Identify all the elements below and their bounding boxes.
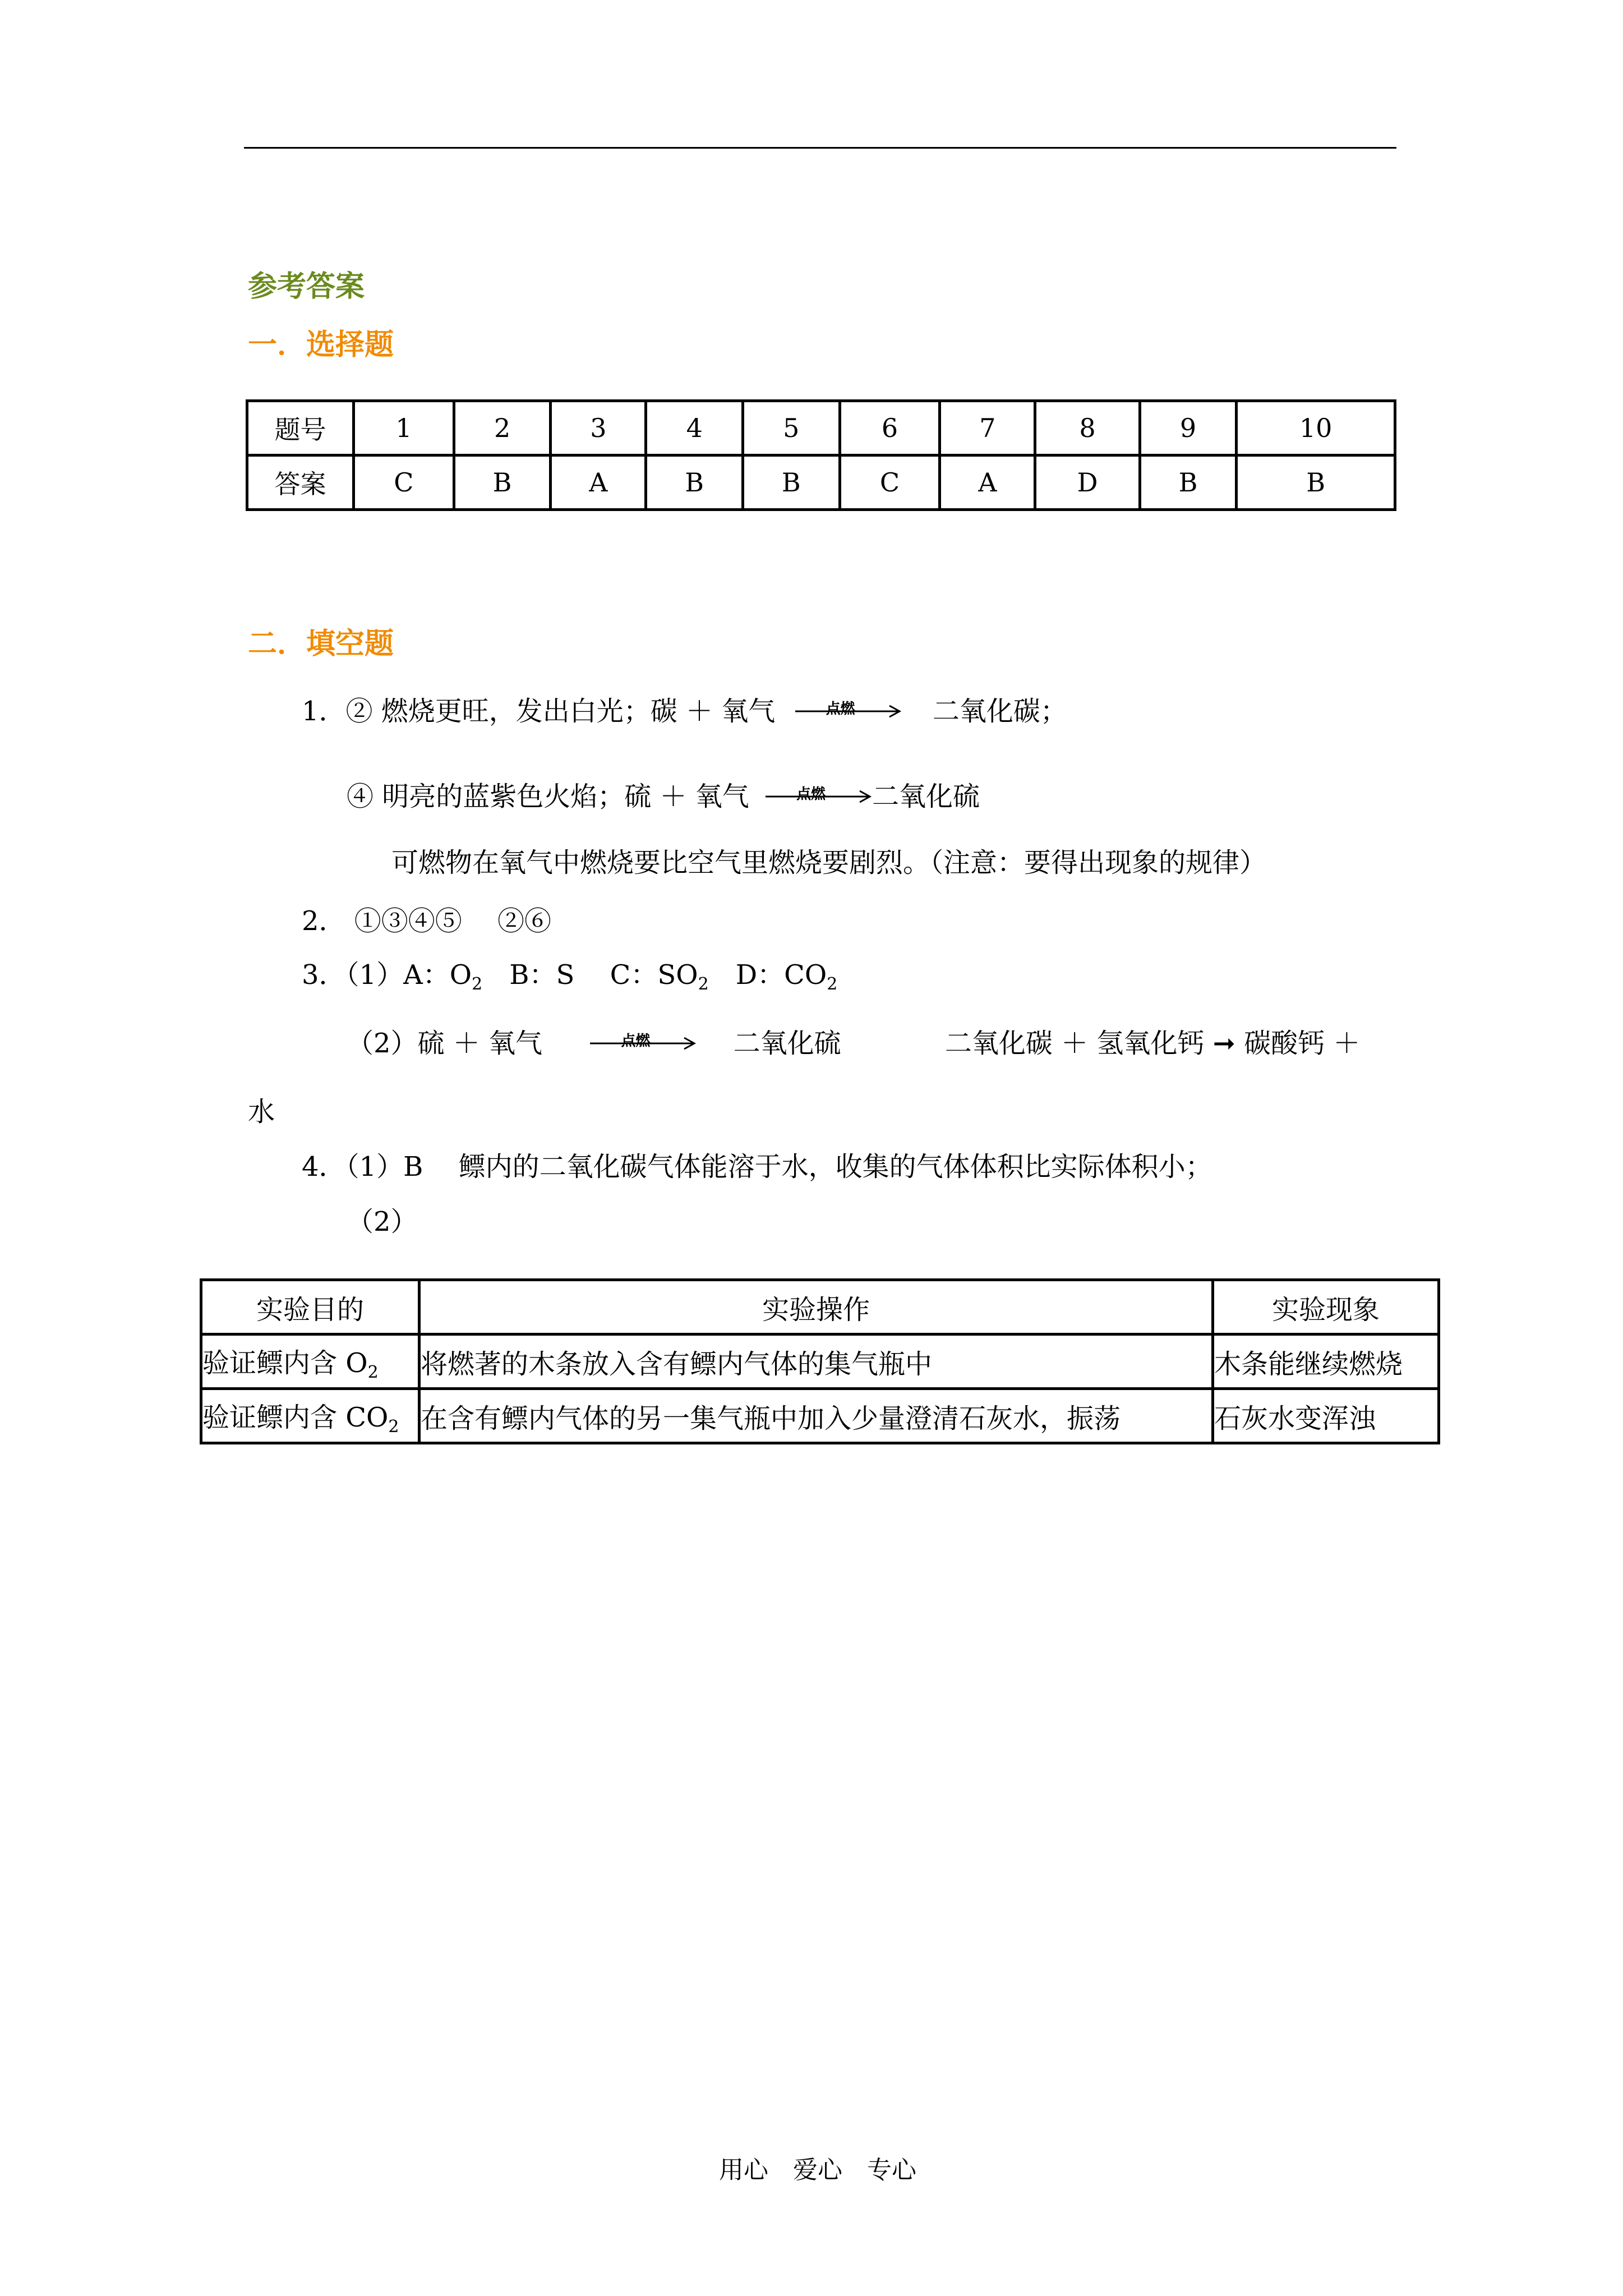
table-header-cell: 题号 <box>247 401 354 455</box>
table-cell: A <box>551 455 646 510</box>
q1-text-b: 二氧化碳； <box>932 696 1067 727</box>
subscript: 2 <box>388 1416 399 1437</box>
q1-line-2 <box>347 780 980 813</box>
q3-text-b: 二氧化硫 <box>733 1028 841 1059</box>
q3-line-2 <box>347 1027 1360 1060</box>
table-row <box>247 401 1395 455</box>
cell-text: 验证鳔内含 O <box>202 1347 368 1379</box>
section-heading-fill: 二．填空题 <box>248 627 394 661</box>
table-header-cell: 答案 <box>247 455 354 510</box>
table-cell: 将燃著的木条放入含有鳔内气体的集气瓶中 <box>419 1335 1213 1389</box>
table-cell: C <box>354 455 454 510</box>
table-cell: C <box>840 455 940 510</box>
table-header-cell: 实验目的 <box>201 1280 419 1335</box>
table-row <box>201 1389 1439 1443</box>
table-cell: B <box>743 455 840 510</box>
table-cell: 石灰水变浑浊 <box>1213 1389 1439 1443</box>
q1-text-d: 二氧化硫 <box>872 781 980 812</box>
q3-line-1 <box>302 958 837 1001</box>
table-cell: B <box>1237 455 1395 510</box>
table-cell: 5 <box>743 401 840 455</box>
page-title: 参考答案 <box>248 270 365 303</box>
q3-text-c: 二氧化碳 ＋ 氢氧化钙 ➞ 碳酸钙 ＋ <box>944 1028 1361 1059</box>
table-cell: B <box>646 455 743 510</box>
q1-text-a: 1．② 燃烧更旺，发出白光；碳 ＋ 氧气 <box>302 696 776 727</box>
q3-text-a: （2）硫 ＋ 氧气 <box>347 1028 543 1059</box>
table-cell: 3 <box>551 401 646 455</box>
q2-line: 2． ①③④⑤ ②⑥ <box>302 905 552 937</box>
reaction-arrow-icon <box>766 780 872 813</box>
q1-line-3: 可燃物在氧气中燃烧要比空气里燃烧要剧烈。（注意：要得出现象的规律） <box>391 847 1267 878</box>
table-cell: 9 <box>1140 401 1237 455</box>
table-row <box>201 1335 1439 1389</box>
table-cell: B <box>454 455 551 510</box>
table-cell: 2 <box>454 401 551 455</box>
table-header-cell: 实验现象 <box>1213 1280 1439 1335</box>
table-header-cell: 实验操作 <box>419 1280 1213 1335</box>
table-cell: A <box>940 455 1035 510</box>
q1-text-c: ④ 明亮的蓝紫色火焰；硫 ＋ 氧气 <box>347 781 749 812</box>
table-cell: 10 <box>1237 401 1395 455</box>
arrow-condition: 点燃 <box>826 701 855 717</box>
q1-line-1 <box>302 694 1067 728</box>
page-footer: 用心 爱心 专心 <box>719 2156 916 2184</box>
q3-part-c: D：CO <box>708 959 827 991</box>
header-rule <box>244 147 1396 149</box>
subscript: 2 <box>698 974 709 994</box>
table-cell: B <box>1140 455 1237 510</box>
table-cell: 1 <box>354 401 454 455</box>
table-cell: 7 <box>940 401 1035 455</box>
section-heading-choice: 一．选择题 <box>248 328 394 362</box>
table-cell: 木条能继续燃烧 <box>1213 1335 1439 1389</box>
q3-part-a: 3．（1）A：O <box>302 959 472 991</box>
experiment-table <box>200 1278 1440 1444</box>
subscript: 2 <box>827 974 838 994</box>
table-cell <box>201 1389 419 1443</box>
subscript: 2 <box>472 974 483 994</box>
table-cell: 4 <box>646 401 743 455</box>
cell-text: 验证鳔内含 CO <box>202 1401 389 1433</box>
table-cell: D <box>1035 455 1140 510</box>
q3-part-b: B：S C：SO <box>482 959 698 991</box>
subscript: 2 <box>367 1362 379 1382</box>
table-row <box>247 455 1395 510</box>
q3-line-3: 水 <box>248 1096 275 1128</box>
table-cell: 6 <box>840 401 940 455</box>
table-cell: 8 <box>1035 401 1140 455</box>
table-cell <box>201 1335 419 1389</box>
reaction-arrow-icon <box>590 1027 697 1060</box>
table-row <box>201 1280 1439 1335</box>
arrow-condition: 点燃 <box>796 786 826 803</box>
q4-line-2: （2） <box>347 1206 418 1237</box>
arrow-condition: 点燃 <box>621 1033 651 1050</box>
answer-table <box>246 399 1396 511</box>
reaction-arrow-icon <box>795 694 902 728</box>
q4-line-1: 4．（1）B 鳔内的二氧化碳气体能溶于水，收集的气体体积比实际体积小； <box>302 1151 1212 1182</box>
table-cell: 在含有鳔内气体的另一集气瓶中加入少量澄清石灰水，振荡 <box>419 1389 1213 1443</box>
